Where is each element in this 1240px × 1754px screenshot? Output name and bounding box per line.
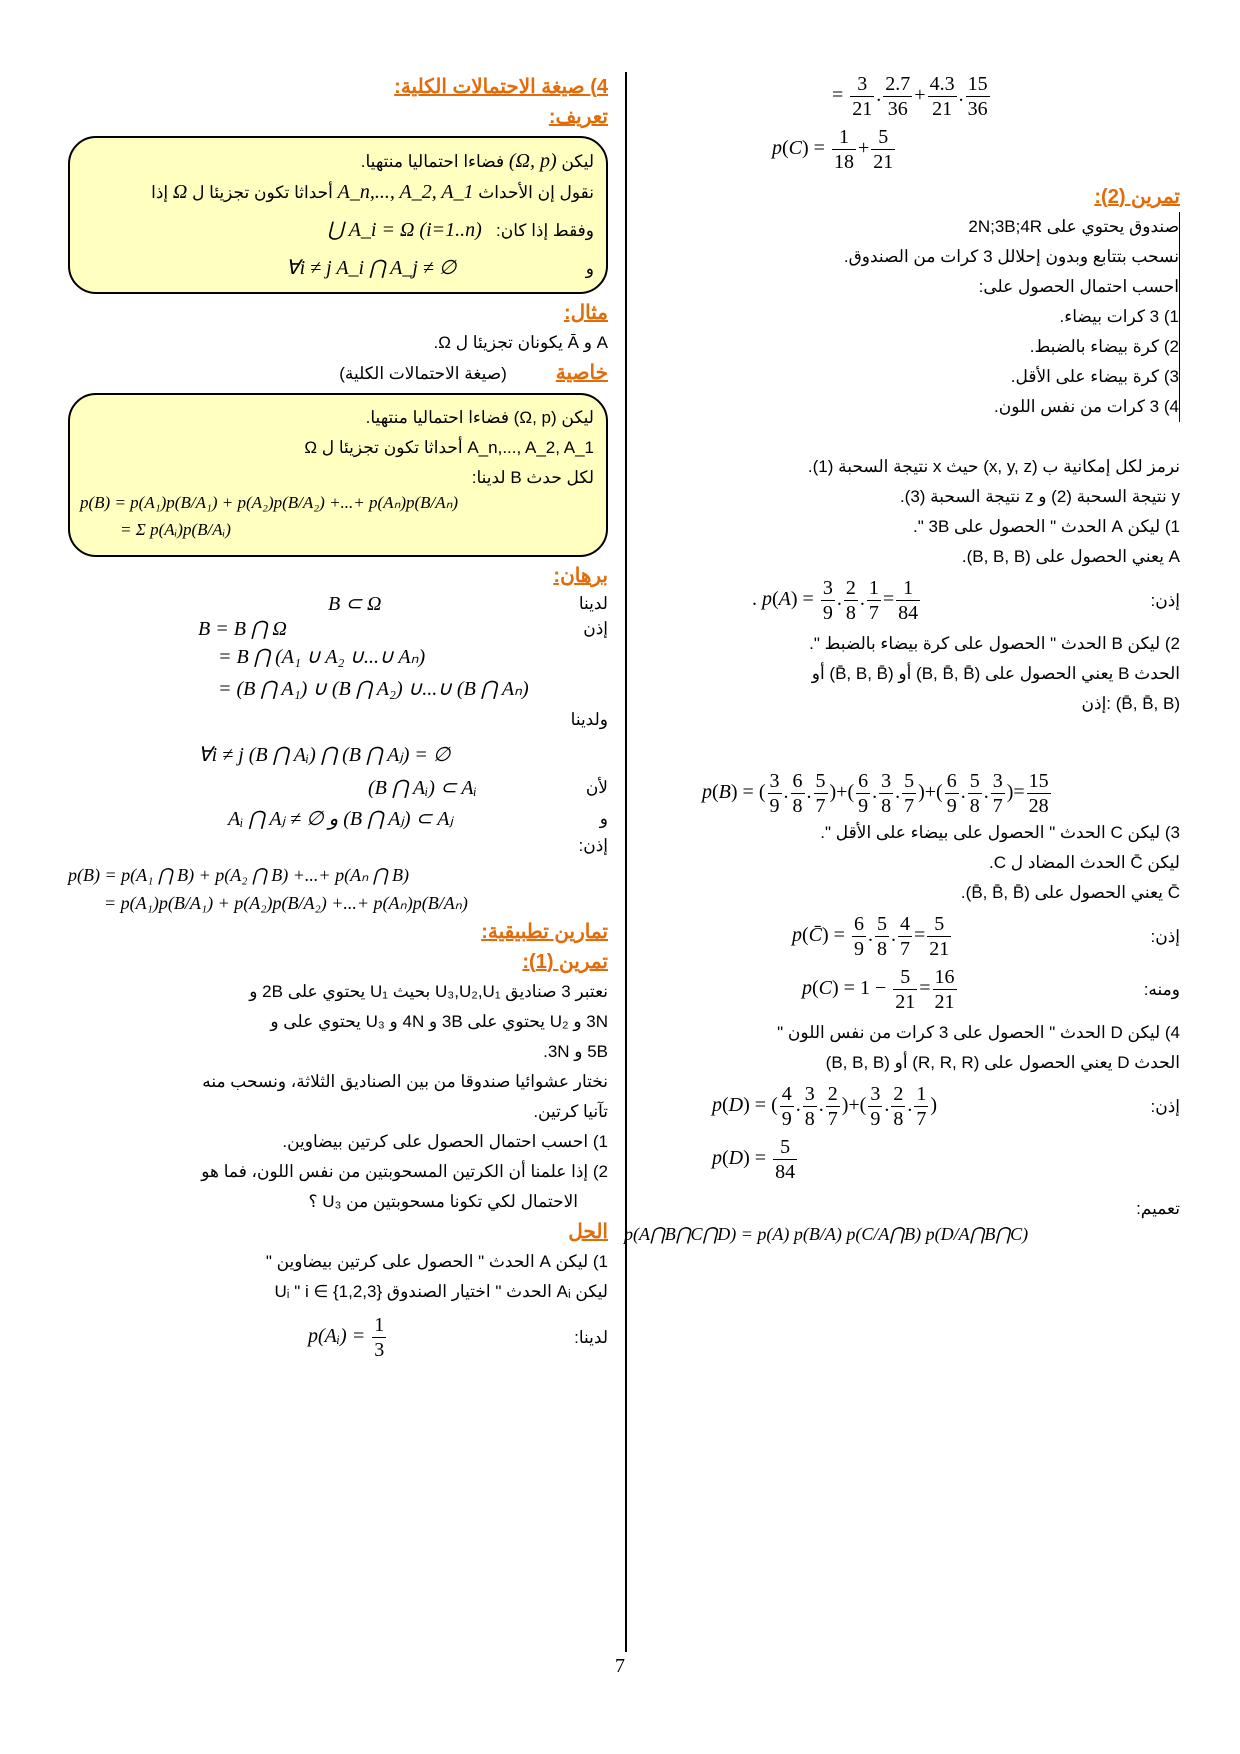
formula-pD-result: p(D) = $\frac{5}{84}$	[712, 1136, 796, 1183]
exercise2-question: 4) 3 كرات من نفس اللون.	[994, 397, 1179, 416]
solution-line: y نتيجة السحبة (2) و z نتيجة السحبة (3).	[899, 487, 1180, 506]
right-column	[624, 72, 1180, 1245]
solution-line: 2) ليكن B الحدث " الحصول على كرة بيضاء بالضبط ".	[809, 634, 1180, 653]
property-formula-2: = Σ p(Aᵢ)p(B/Aᵢ)	[120, 520, 231, 539]
proof-formula: p(B) = p(A₁ ⋂ B) + p(A₂ ⋂ B) +...+ p(Aₙ ⋂ B)	[68, 865, 409, 885]
proof-formula: (B ⋂ Aᵢ) ⊂ Aᵢ	[368, 777, 477, 799]
solution-line: الحدث D يعني الحصول على (R, R, R) أو (B, B, B)	[825, 1053, 1180, 1072]
proof-formula: = B ⋂ (A₁ ∪ A₂ ∪...∪ Aₙ)	[218, 646, 426, 668]
solution-line: 4) ليكن D الحدث " الحصول على 3 كرات من نفس اللون "	[777, 1023, 1180, 1042]
generalization-formula: p(A⋂B⋂C⋂D) = p(A) p(B/A) p(C/A⋂B) p(D/A⋂B⋂C)	[624, 1224, 1029, 1244]
exercise2-question: 2) كرة بيضاء بالضبط.	[1029, 337, 1179, 356]
page-number: 7	[615, 1655, 625, 1677]
formula-pAi: p(Aᵢ) = $\frac{1}{3}$	[308, 1314, 385, 1361]
property-line: لكل حدث B لدينا:	[471, 468, 594, 487]
proof-formula: = (B ⋂ A₁) ∪ (B ⋂ A₂) ∪...∪ (B ⋂ Aₙ)	[218, 678, 529, 700]
formula-pC: p(C) = 1 − $\frac{5}{21}$ = $\frac{16}{21}$	[802, 966, 955, 1013]
exercise1-heading: تمرين (1):	[522, 951, 608, 973]
proof-heading: برهان:	[553, 565, 608, 587]
formula-pB: p(B) = ( $\frac{3}{9}$ . $\frac{6}{8}$ . $\frac{5}{7}$ )+( $\frac{6}{9}$ . $\frac{3}{8}$ . $\frac{5}{7}$ )+( $\frac{6}{9}$ . $\frac{5}{8}$ . $\frac{3}{7}$ )= $\frac{15}{28}$	[702, 770, 1049, 817]
proof-row	[68, 616, 608, 641]
solution-word: إذن:	[1150, 1096, 1180, 1116]
solution-line: (B̄, B̄, B) :إذن	[1081, 694, 1180, 713]
property-heading-row	[68, 358, 608, 389]
property-formula-1: p(B) = p(A₁)p(B/A₁) + p(A₂)p(B/A₂) +...+ p(Aₙ)p(B/Aₙ)	[80, 493, 459, 512]
formula-top-2: p(C) = $\frac{1}{18}$ + $\frac{5}{21}$	[772, 126, 894, 173]
solution1-word: لدينا:	[574, 1327, 608, 1347]
exercise2-line: نسحب بتتابع وبدون إحلالل 3 كرات من الصندوق.	[843, 247, 1179, 266]
exercise1-question: الاحتمال لكي تكونا مسحوبتين من U₃ ؟	[308, 1192, 578, 1211]
property-heading: خاصية	[555, 362, 608, 384]
solution1-line: 1) ليكن A الحدث " الحصول على كرتين بيضاوين "	[265, 1252, 608, 1271]
solution-word: إذن:	[1150, 926, 1180, 946]
definition-line: ليكن (Ω, p) فضاءا احتماليا منتهيا.	[360, 150, 594, 172]
definition-line: و ∀i ≠ j A_i ⋂ A_j ≠ ∅	[285, 257, 594, 279]
solution-line: نرمز لكل إمكانية ب (x, y, z) حيث x نتيجة السحبة (1).	[807, 457, 1180, 476]
exercise1-line: نعتبر 3 صناديق U₃,U₂,U₁ بحيث U₁ يحتوي على 2B و	[249, 982, 608, 1001]
proof-word: لدينا	[578, 593, 608, 613]
example-heading: مثال:	[563, 302, 608, 324]
definition-line: وفقط إذا كان: ⋃ A_i = Ω (i=1..n)	[327, 219, 594, 241]
proof-formula: B = B ⋂ Ω	[198, 618, 287, 640]
applied-exercises-heading: تمارين تطبيقية:	[481, 921, 608, 943]
exercise1-line: 5B و 3N.	[543, 1042, 608, 1061]
solution-line: 1) ليكن A الحدث " الحصول على 3B ".	[913, 517, 1180, 536]
solution-row	[632, 576, 1180, 625]
exercise2-question: 3) كرة بيضاء على الأقل.	[1010, 367, 1179, 386]
proof-formula: B ⊂ Ω	[328, 593, 382, 615]
column-divider	[625, 72, 627, 1652]
formula-pD: p(D) = ( $\frac{4}{9}$ . $\frac{3}{8}$ . $\frac{2}{7}$ )+( $\frac{3}{9}$ . $\frac{2}{8}$ . $\frac{1}{7}$ )	[712, 1083, 938, 1130]
exercise2-line: صندوق يحتوي على 2N;3B;4R	[968, 217, 1179, 236]
solution-word: إذن:	[1150, 590, 1180, 610]
proof-word: ولدينا	[570, 710, 608, 729]
exercise2-line: احسب احتمال الحصول على:	[978, 277, 1179, 296]
solution-row	[632, 912, 1180, 961]
proof-word: لأن	[585, 777, 608, 797]
proof-row	[68, 591, 608, 616]
example-text: A و Ā يكونان تجزيئا ل Ω.	[433, 333, 608, 352]
solution-row	[632, 1082, 1180, 1131]
proof-word: و	[599, 808, 608, 828]
definition-box	[68, 136, 608, 294]
proof-formula: = p(A₁)p(B/A₁) + p(A₂)p(B/A₂) +...+ p(Aₙ)p(B/Aₙ)	[104, 893, 468, 913]
formula-pA: . p(A) = $\frac{3}{9}$ . $\frac{2}{8}$ . $\frac{1}{7}$ = $\frac{1}{84}$	[752, 577, 919, 624]
exercise2-heading: تمرين (2):	[1094, 186, 1180, 208]
solution-line: A يعني الحصول على (B, B, B).	[961, 547, 1180, 566]
solution-line: C̄ يعني الحصول على (B̄, B̄, B̄).	[960, 883, 1180, 902]
property-line: A_n,..., A_2, A_1 أحداثا تكون تجزيئا ل Ω	[304, 438, 594, 457]
exercise1-question: 1) احسب احتمال الحصول على كرتين بيضاوين.	[282, 1132, 608, 1151]
left-column	[68, 72, 608, 1362]
solution1-line: ليكن Aᵢ الحدث " اختيار الصندوق Uᵢ " i ∈ {1,2,3}	[274, 1282, 608, 1301]
proof-word: إذن	[583, 618, 608, 638]
proof-formula: Aᵢ ⋂ Aⱼ ≠ ∅ و (B ⋂ Aⱼ) ⊂ Aⱼ	[228, 808, 453, 830]
property-box	[68, 393, 608, 557]
definition-heading: تعريف:	[548, 106, 608, 128]
proof-row	[68, 806, 608, 831]
solution-heading: الحل	[568, 1221, 608, 1243]
exercise1-line: تآنيا كرتين.	[533, 1102, 608, 1121]
formula-top-1: = $\frac{3}{21}$ . $\frac{2.7}{36}$ + $\frac{4.3}{21}$ . $\frac{15}{36}$	[832, 73, 988, 120]
section-title: 4) صيغة الاحتمالات الكلية:	[394, 76, 608, 98]
solution-row	[632, 965, 1180, 1014]
solution1-row	[68, 1313, 608, 1362]
solution-line: ليكن C̄ الحدث المضاد ل C.	[989, 853, 1180, 872]
property-note: (صيغة الاحتمالات الكلية)	[339, 364, 507, 383]
proof-formula: ∀i ≠ j (B ⋂ Aᵢ) ⋂ (B ⋂ Aⱼ) = ∅	[198, 744, 451, 766]
exercise1-line: نختار عشوائيا صندوقا من بين الصناديق الثلاثة، ونسحب منه	[202, 1072, 608, 1091]
proof-word: إذن:	[578, 836, 608, 855]
solution-line: 3) ليكن C الحدث " الحصول على بيضاء على الأقل ".	[820, 823, 1180, 842]
solution-line: الحدث B يعني الحصول على (B, B̄, B̄) أو (B̄, B, B̄) أو	[811, 664, 1180, 683]
definition-line: نقول إن الأحداث A_n,..., A_2, A_1 أحداثا تكون تجزيئا ل Ω إذا	[151, 181, 594, 203]
exercise2-question: 1) 3 كرات بيضاء.	[1059, 307, 1179, 326]
solution-word: ومنه:	[1143, 979, 1180, 999]
property-line: ليكن (Ω, p) فضاءا احتماليا منتهيا.	[365, 408, 594, 427]
formula-pCbar: p(C̄) = $\frac{6}{9}$ . $\frac{5}{8}$ . $\frac{4}{7}$ = $\frac{5}{21}$	[792, 913, 950, 960]
exercise2-statement	[779, 212, 1180, 422]
proof-row	[68, 775, 608, 800]
exercise1-question: 2) إذا علمنا أن الكرتين المسحوبتين من نفس اللون، فما هو	[201, 1162, 608, 1181]
generalization-heading: تعميم:	[1136, 1199, 1180, 1218]
exercise1-line: 3N و U₂ يحتوي على 3B و 4N و U₃ يحتوي على و	[270, 1012, 608, 1031]
